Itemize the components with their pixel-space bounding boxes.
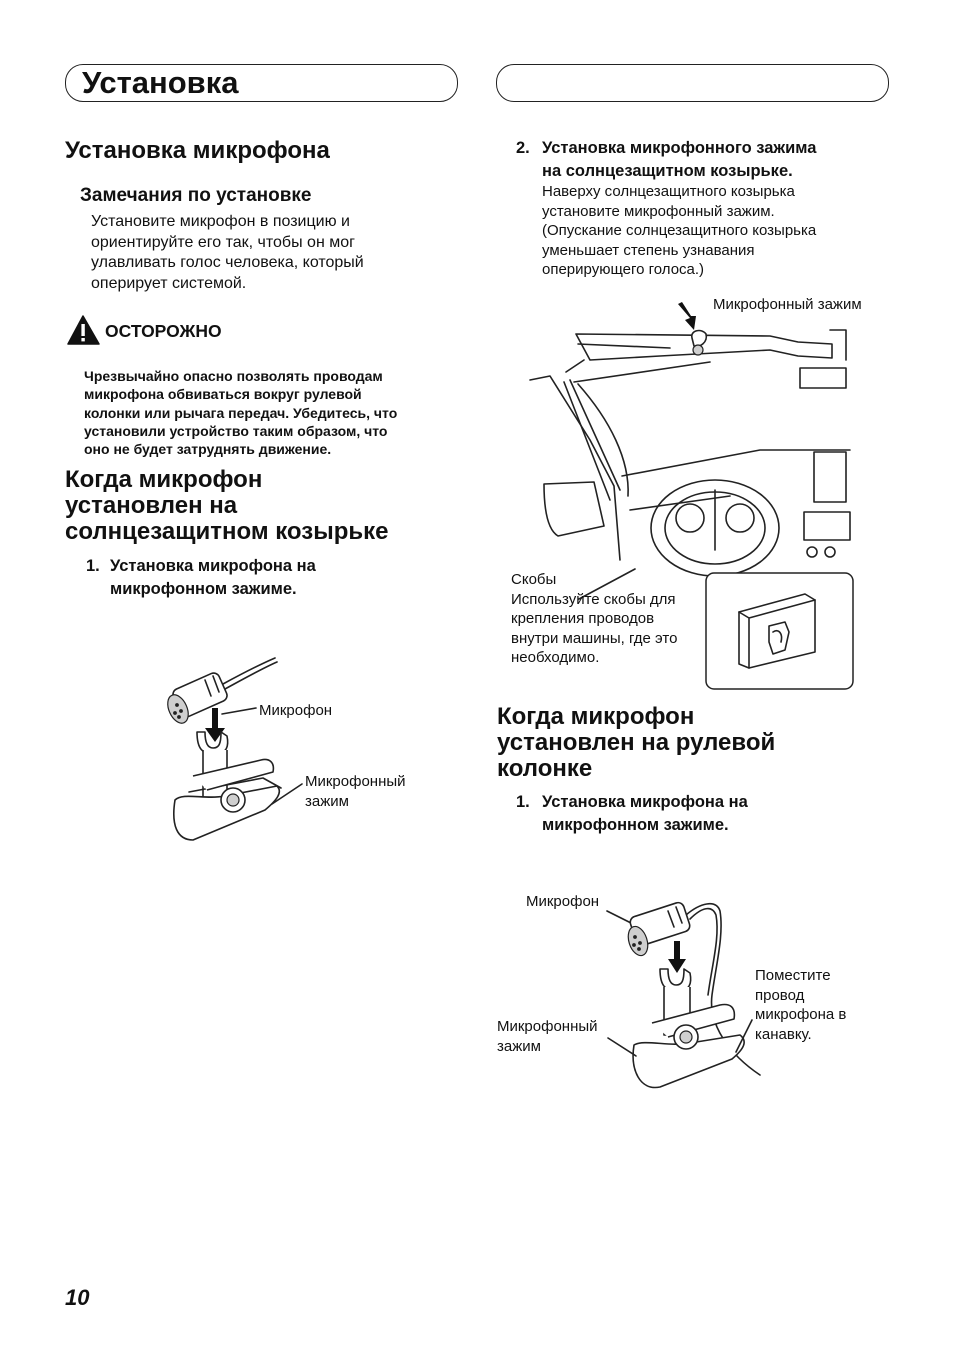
label-line: Поместите <box>755 967 831 984</box>
section-title: Установка микрофона <box>65 137 330 164</box>
column-section-title <box>497 704 775 782</box>
body-line: установите микрофонный зажим. <box>542 202 775 220</box>
caution-line: оно не будет затруднять движение. <box>84 441 332 458</box>
fig2-clamps-label <box>511 570 677 668</box>
label-line: Скобы <box>511 571 557 588</box>
fig3-clip-label <box>497 1017 598 1056</box>
title-bar-right <box>496 64 889 102</box>
caution-line: Чрезвычайно опасно позволять проводам <box>84 368 383 384</box>
body-line: оперирующего голоса.) <box>542 261 705 278</box>
label-line: зажим <box>497 1037 541 1055</box>
label-line: канавку. <box>755 1025 812 1043</box>
fig3-mic-label: Микрофон <box>526 893 600 910</box>
page-number: 10 <box>65 1285 90 1310</box>
label-line: внутри машины, где это <box>511 629 678 647</box>
notes-line: оперирует системой. <box>91 274 247 292</box>
step-line: Установка микрофонного зажима <box>542 139 817 157</box>
column-title-line: колонке <box>497 755 593 782</box>
fig3-groove-leader-line <box>728 1018 768 1058</box>
label-line: крепления проводов <box>511 610 655 627</box>
body-line: Наверху солнцезащитного козырька <box>542 183 795 200</box>
step-line: микрофонном зажиме. <box>110 580 297 598</box>
column-title-line: установлен на рулевой <box>497 729 776 756</box>
label-line: зажим <box>305 792 349 810</box>
mic-clip-illustration <box>165 650 305 850</box>
right-step1-text <box>542 791 748 837</box>
warning-icon <box>67 315 101 345</box>
left-step-text <box>110 555 316 601</box>
clip-leader-line <box>270 780 310 820</box>
body-line: (Опускание солнцезащитного козырька <box>542 222 817 239</box>
column-title-line: Когда микрофон <box>497 703 695 730</box>
label-line: Используйте скобы для <box>511 590 676 608</box>
fig1-mic-label: Микрофон <box>259 702 333 719</box>
caution-text <box>84 367 397 458</box>
caution-line: микрофона обвиваться вокруг рулевой <box>84 386 362 403</box>
visor-title-line: Когда микрофон <box>65 466 263 493</box>
left-step-number: 1. <box>86 557 100 575</box>
fig1-clip-label <box>305 772 406 811</box>
clamp-inset-illustration <box>705 572 855 692</box>
page-title: Установка <box>82 65 239 100</box>
step-line: микрофонном зажиме. <box>542 816 729 834</box>
fig3-clip-leader-line <box>606 1034 646 1074</box>
step-line: Установка микрофона на <box>110 557 316 575</box>
step-line: Установка микрофона на <box>542 793 748 811</box>
label-line: необходимо. <box>511 649 600 666</box>
caution-line: колонки или рычага передач. Убедитесь, что <box>84 404 398 421</box>
step-line: на солнцезащитном козырьке. <box>542 162 793 180</box>
mic-leader-line <box>222 700 262 720</box>
caution-label: ОСТОРОЖНО <box>105 321 222 341</box>
label-line: микрофона в <box>755 1006 847 1023</box>
right-step2-body <box>542 182 816 280</box>
right-step1-number: 1. <box>516 793 530 811</box>
label-line: провод <box>755 986 805 1004</box>
car-interior-illustration <box>530 300 850 560</box>
fig2-clip-label: Микрофонный зажим <box>713 296 862 313</box>
right-step2-title <box>542 137 816 183</box>
label-line: Микрофонный <box>497 1018 598 1035</box>
notes-line: Установите микрофон в позицию и <box>91 213 350 230</box>
caution-line: установили устройство таким образом, что <box>84 422 388 439</box>
right-step2-number: 2. <box>516 139 530 157</box>
visor-title-line: солнцезащитном козырьке <box>65 518 389 545</box>
visor-section-title <box>65 467 388 545</box>
notes-text <box>91 212 364 294</box>
visor-title-line: установлен на <box>65 492 238 519</box>
notes-title: Замечания по установке <box>80 185 312 206</box>
notes-line: ориентируйте его так, чтобы он мог <box>91 233 355 251</box>
fig3-groove-label <box>755 966 846 1044</box>
label-line: Микрофонный <box>305 773 406 790</box>
body-line: уменьшает степень узнавания <box>542 241 755 259</box>
notes-line: улавливать голос человека, который <box>91 254 364 271</box>
